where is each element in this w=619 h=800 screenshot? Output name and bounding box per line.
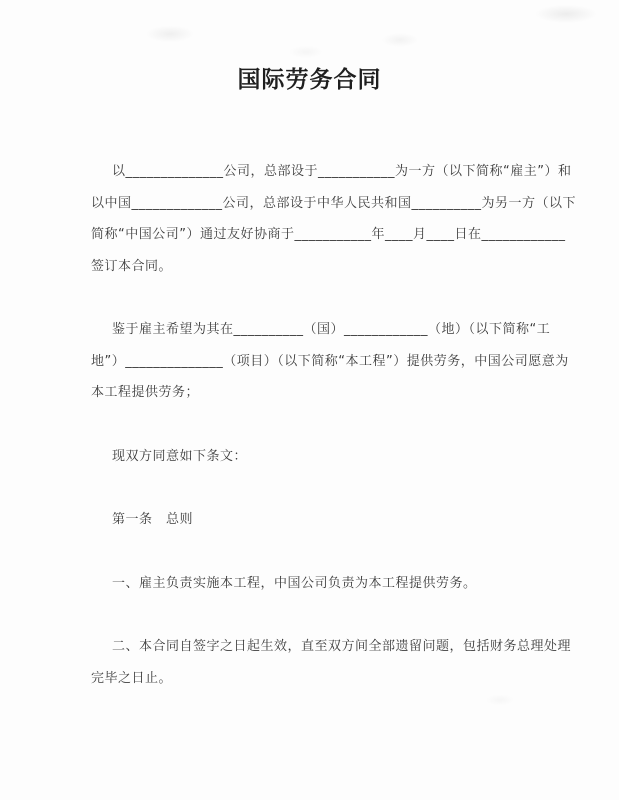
agreement-lead-in: [91, 441, 528, 473]
intro-paragraph: [91, 156, 577, 282]
clause-1: [91, 568, 528, 600]
document-title: 国际劳务合同: [237, 67, 382, 93]
clause-2: [91, 631, 572, 694]
recital-paragraph: [91, 314, 569, 409]
text-line: 第一条 总则: [112, 512, 194, 527]
text-line: 完毕之日止。: [91, 670, 173, 686]
text-line: 以______________公司，总部设于___________为一方（以下简称“雇主”）和: [112, 164, 572, 179]
text-line: 鉴于雇主希望为其在__________（国）____________（地）（以下简称“工: [112, 322, 551, 337]
text-line: 一、雇主负责实施本工程，中国公司负责为本工程提供劳务。: [112, 575, 477, 591]
text-line: 签订本合同。: [91, 258, 173, 274]
text-line: 二、本合同自签字之日起生效，直至双方间全部遗留问题，包括财务总理处理: [112, 639, 572, 654]
text-line: 本工程提供劳务；: [91, 385, 200, 400]
text-line: 简称“中国公司”）通过友好协商于___________年____月____日在____________: [91, 227, 566, 242]
text-line: 地”）______________（项目）（以下简称“本工程”）提供劳务，中国公司愿意为: [91, 353, 569, 369]
text-line: 现双方同意如下条文：: [112, 448, 248, 464]
document-content: [91, 63, 577, 726]
article-1-heading: [91, 504, 528, 536]
text-line: 以中国_____________公司，总部设于中华人民共和国__________为另一方（以下: [91, 195, 577, 211]
